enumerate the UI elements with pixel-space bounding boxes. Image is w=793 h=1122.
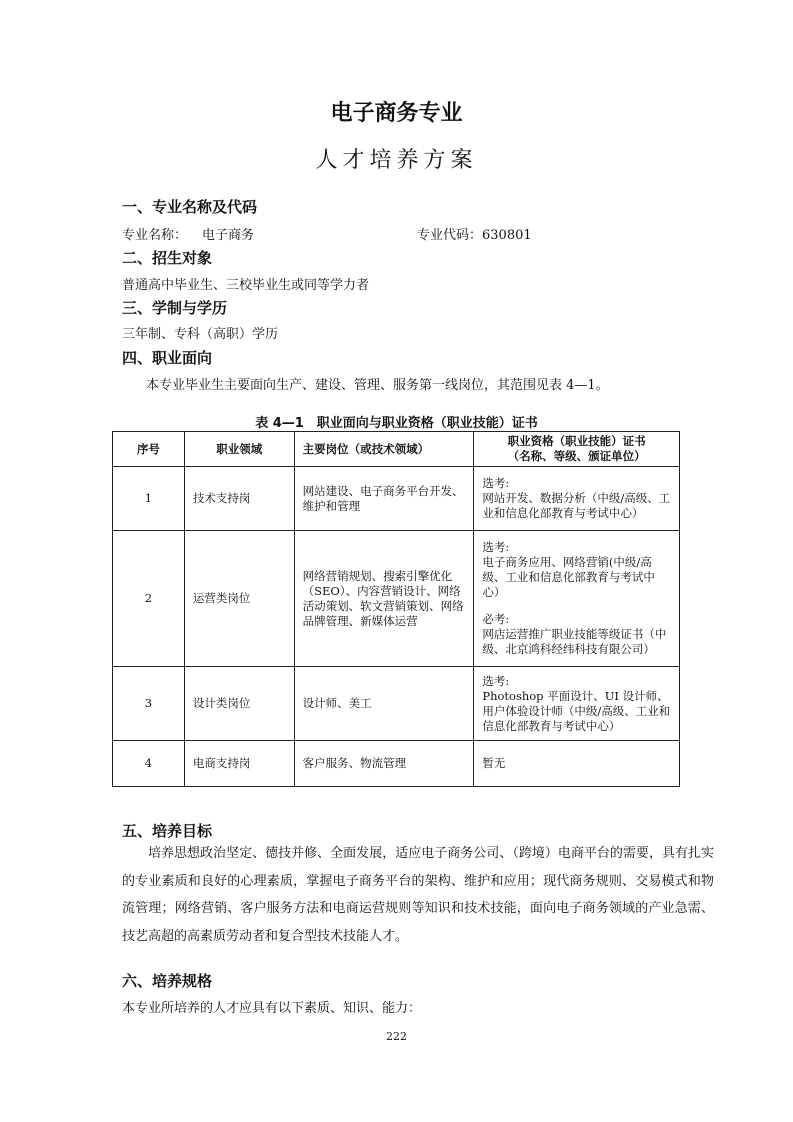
row-no: 4 [113, 741, 185, 787]
row-no: 2 [113, 531, 185, 667]
table-caption: 表 4—1 职业面向与职业资格（职业技能）证书 [255, 416, 538, 431]
cert-label: 必考: [482, 612, 510, 626]
row-field: 设计类岗位 [184, 667, 294, 741]
cert-label: 选考: [482, 540, 510, 554]
cert-text: 网店运营推广职业技能等级证书（中级、北京鸿科经纬科技有限公司） [482, 627, 667, 656]
row-cert [474, 741, 680, 787]
row-no: 3 [113, 667, 185, 741]
table-row [113, 667, 680, 741]
table-row [113, 531, 680, 667]
row-posts: 网络营销规划、搜索引擎优化（SEO）、内容营销设计、网络活动策划、软文营销策划、网络品牌管理、新媒体运营 [294, 531, 474, 667]
row-cert [474, 667, 680, 741]
table-header-row [113, 432, 680, 467]
section-6-heading: 六、培养规格 [122, 972, 213, 990]
page-number: 222 [386, 1030, 407, 1043]
table-row [113, 741, 680, 787]
section-1-heading: 一、专业名称及代码 [122, 198, 258, 216]
row-posts: 设计师、美工 [294, 667, 474, 741]
section-4-text: 本专业毕业生主要面向生产、建设、管理、服务第一线岗位，其范围见表 4—1。 [146, 378, 609, 393]
cert-spacer [482, 600, 671, 612]
section-3-text: 三年制、专科（高职）学历 [122, 327, 279, 342]
cert-label: 选考: [482, 673, 510, 688]
table-row [113, 467, 680, 531]
header-cert [474, 432, 680, 467]
header-posts: 主要岗位（或技术领域） [294, 432, 474, 467]
major-name-value: 电子商务 [202, 228, 255, 243]
section-2-text: 普通高中毕业生、三校毕业生或同等学力者 [122, 278, 370, 293]
header-cert-line2: （名称、等级、颁证单位） [507, 449, 646, 463]
section-5-heading: 五、培养目标 [122, 822, 213, 840]
row-posts: 网站建设、电子商务平台开发、维护和管理 [294, 467, 474, 531]
row-no: 1 [113, 467, 185, 531]
row-field: 电商支持岗 [184, 741, 294, 787]
cert-text: 暂无 [482, 756, 506, 770]
cert-text: Photoshop 平面设计、UI 设计师、用户体验设计师（中级/高级、工业和信息化部教育与考试中心） [482, 688, 671, 733]
major-name-label: 专业名称： [122, 228, 188, 243]
document-subtitle: 人才培养方案 [315, 148, 478, 173]
career-table [112, 431, 680, 787]
cert-text: 网站开发、数据分析（中级/高级、工业和信息化部教育与考试中心） [482, 491, 671, 520]
header-cert-line1: 职业资格（职业技能）证书 [507, 434, 646, 448]
row-posts: 客户服务、物流管理 [294, 741, 474, 787]
section-5-text: 培养思想政治坚定、德技并修、全面发展，适应电子商务公司、（跨境）电商平台的需要，具有扎实的专业素质和良好的心理素质，掌握电子商务平台的架构、维护和应用；现代商务规则、交易模式和物流管理；网络营销、客户服务方法和电商运营规则等知识和技术技能，面向电子商务领域的产业急需、技艺高超的高素质劳动者和复合型技术技能人才。 [122, 846, 714, 944]
row-field: 运营类岗位 [184, 531, 294, 667]
cert-text: 电子商务应用、网络营销(中级/高级、工业和信息化部教育与考试中心） [482, 555, 655, 599]
section-4-heading: 四、职业面向 [122, 349, 213, 367]
section-2-heading: 二、招生对象 [122, 249, 213, 267]
header-field: 职业领域 [184, 432, 294, 467]
major-code: 专业代码：630801 [417, 228, 532, 243]
cert-label: 选考: [482, 476, 510, 490]
section-6-text: 本专业所培养的人才应具有以下素质、知识、能力： [122, 1001, 422, 1016]
header-no: 序号 [113, 432, 185, 467]
row-field: 技术支持岗 [184, 467, 294, 531]
row-cert [474, 467, 680, 531]
section-3-heading: 三、学制与学历 [122, 299, 228, 317]
row-cert [474, 531, 680, 667]
document-title: 电子商务专业 [330, 101, 463, 126]
